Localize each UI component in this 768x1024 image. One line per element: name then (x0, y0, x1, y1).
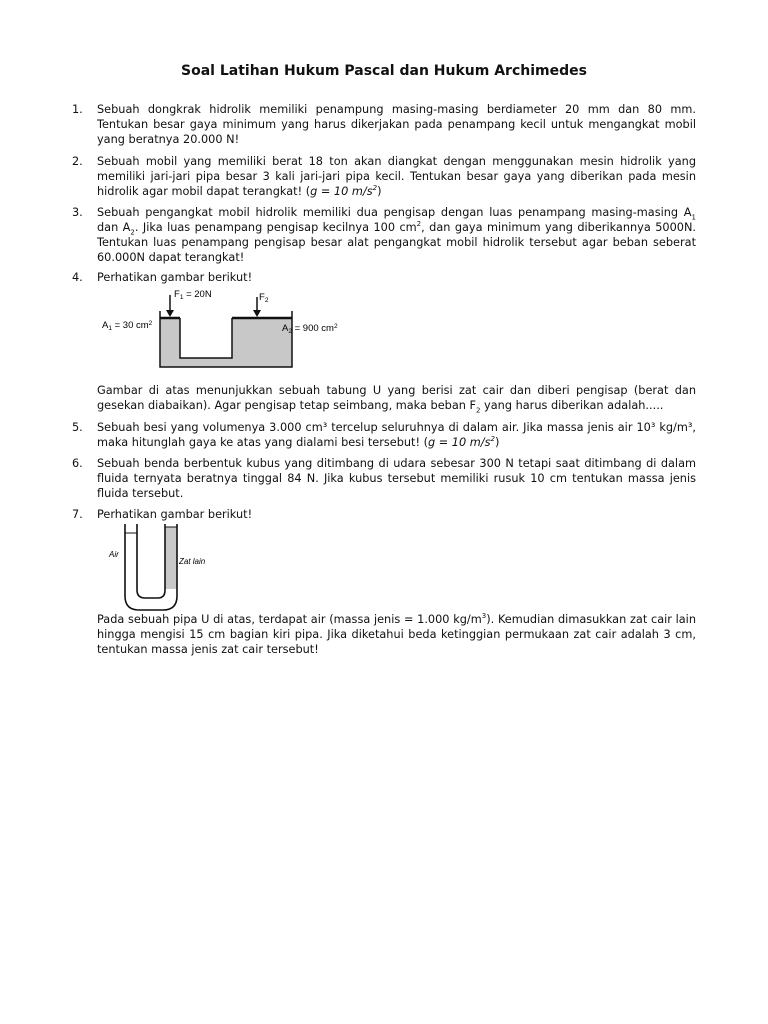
u-pipe-figure (106, 524, 246, 612)
question-text: Gambar di atas menunjukkan sebuah tabung U yang berisi zat cair dan diberi pengisap (berat dan gesekan diabaikan). Agar pengisap tetap seimbang, maka beban $F_2$ yang harus diberikan adalah..... (97, 384, 696, 415)
a1-label: $A_1 = 30$ $cm^2$ (102, 320, 153, 332)
question-text: Sebuah mobil yang memiliki berat 18 ton akan diangkat dengan menggunakan mesin hidrolik yang memiliki jari-jari pipa besar 3 kali jari-jari pipa kecil. Tentukan besar gaya yang diberikan pada mesin hidrolik agar mobil dapat terangkat! (g = 10 $m/s^2$) (97, 155, 696, 198)
u-tube-inner (137, 524, 165, 598)
question-text: Sebuah dongkrak hidrolik memiliki penampung masing-masing berdiameter 20 mm dan 80 mm. Tentukan besar gaya minimum yang harus dikerjakan pada penampang kecil untuk mengangkat mobil yang beratnya 20.000 N! (97, 103, 696, 146)
question-number: 2. (72, 155, 83, 168)
other-liquid-label: Zat lain (179, 557, 206, 566)
question-number: 4. (72, 271, 83, 284)
question-text: Sebuah besi yang volumenya 3.000 cm³ tercelup seluruhnya di dalam air. Jika massa jenis air 10³ kg/m³, maka hitunglah gaya ke atas yang dialami besi tersebut! (g = 10 $m/s^2$) (97, 421, 696, 449)
question-1 (72, 102, 696, 147)
question-2 (72, 154, 696, 199)
question-text: Sebuah benda berbentuk kubus yang ditimbang di udara sebesar 300 N tetapi saat ditimbang di dalam fluida ternyata beratnya tinggal 84 N. Jika kubus tersebut memiliki rusuk 10 cm tentukan massa jenis fluida tersebut. (97, 457, 696, 500)
question-number: 6. (72, 457, 83, 470)
u-tube-piston-figure (96, 285, 366, 385)
question-3 (72, 205, 696, 265)
question-5 (72, 420, 696, 450)
question-4 (72, 270, 696, 285)
question-intro: Perhatikan gambar berikut! (97, 508, 253, 521)
question-number: 3. (72, 206, 83, 219)
question-7 (72, 507, 696, 522)
page-title: Soal Latihan Hukum Pascal dan Hukum Archimedes (181, 63, 587, 79)
other-liquid-column (165, 527, 177, 589)
question-number: 1. (72, 103, 83, 116)
question-6 (72, 456, 696, 501)
question-number: 7. (72, 508, 83, 521)
inner-divider (180, 318, 232, 358)
f1-label: $F_1 = 20N$ (174, 289, 212, 301)
a2-label: $A_2 = 900$ $cm^2$ (282, 323, 338, 335)
question-7-text (72, 612, 696, 657)
question-text: Pada sebuah pipa U di atas, terdapat air (massa jenis = 1.000 $kg/m^3$). Kemudian dimasukkan zat cair lain hingga mengisi 15 cm bagian kiri pipa. Jika diketahui beda ketinggian permukaan zat cair adalah 3 cm, tentukan massa jenis zat cair tersebut! (97, 612, 696, 656)
air-label: Air (109, 550, 119, 559)
f2-arrowhead (253, 310, 261, 317)
question-number: 5. (72, 421, 83, 434)
f1-arrowhead (166, 310, 174, 317)
question-text: Sebuah pengangkat mobil hidrolik memiliki dua pengisap dengan luas penampang masing-masing $A_1$ dan $A_2$. Jika luas penampang pengisap kecilnya 100 $cm^2$, dan gaya minimum yang diberikannya 5000N. Tentukan luas penampang pengisap besar alat pengangkat mobil hidrolik tersebut agar beban seberat 60.000N dapat terangkat! (97, 206, 696, 264)
f2-label: $F_2$ (259, 292, 269, 304)
question-4-text (72, 383, 696, 413)
question-intro: Perhatikan gambar berikut! (97, 271, 253, 284)
